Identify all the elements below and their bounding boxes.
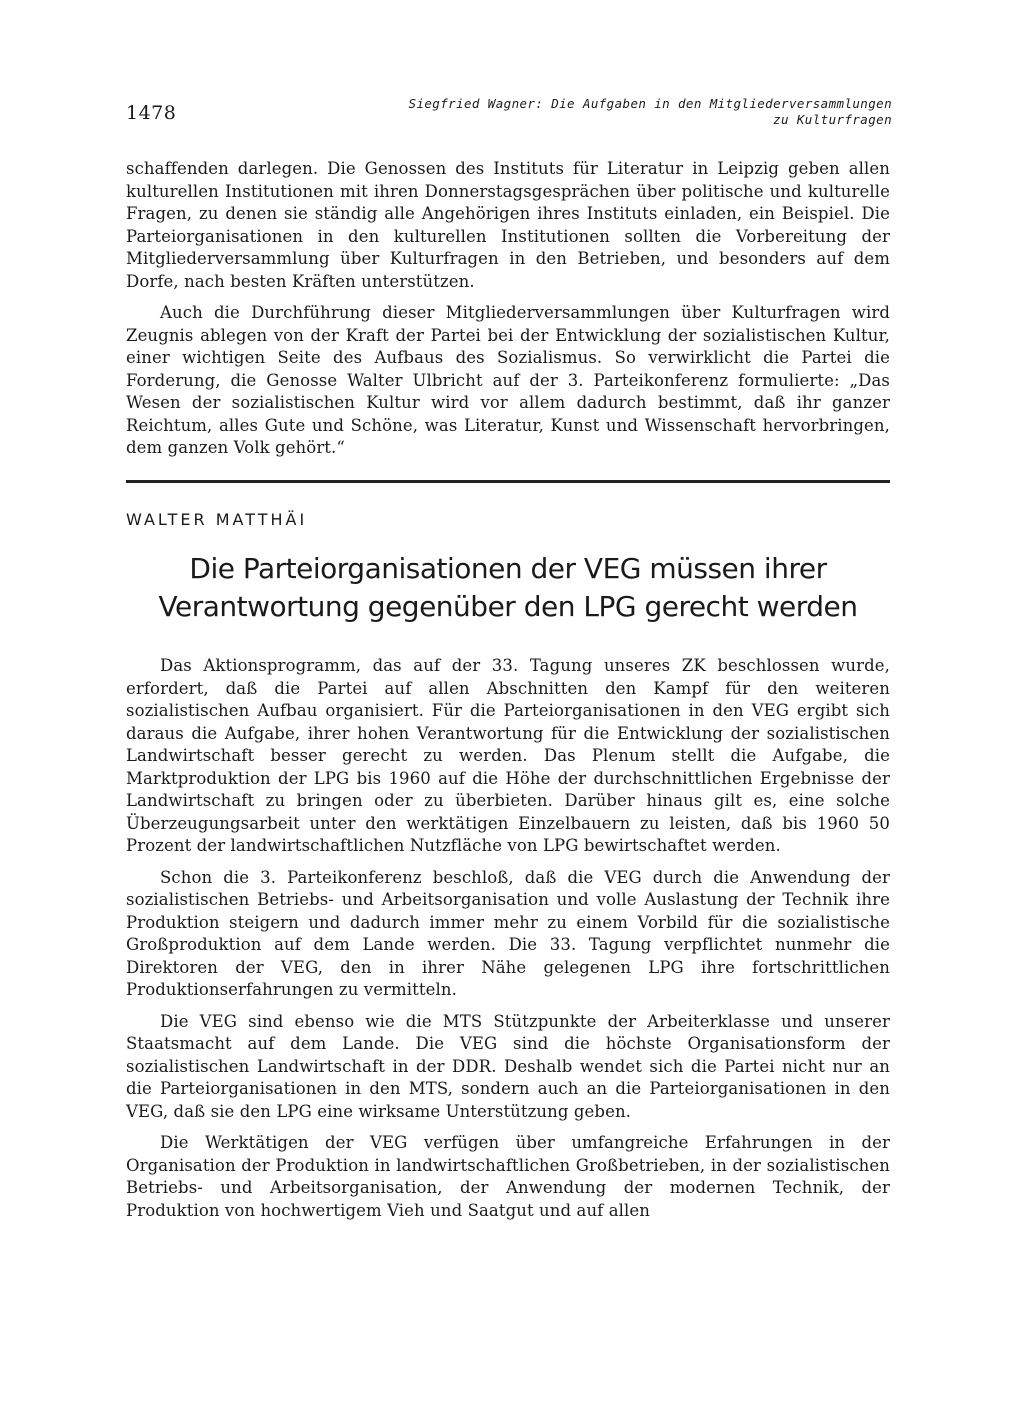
article-title-line-1: Die Parteiorganisationen der VEG müssen ihrer [189, 552, 827, 585]
page-number: 1478 [126, 102, 177, 124]
article-title-line-2: Verantwortung gegenüber den LPG gerecht werden [158, 590, 858, 623]
running-title-line-1: Siegfried Wagner: Die Aufgaben in den Mitgliederversammlungen [408, 96, 892, 111]
section-divider [126, 480, 890, 483]
article-title [126, 550, 890, 626]
article-author: WALTER MATTHÄI [126, 510, 308, 529]
article-body [126, 655, 890, 1222]
paragraph: Auch die Durchführung dieser Mitgliederversammlungen über Kulturfragen wird Zeugnis ablegen von der Kraft der Partei bei der Entwicklung der sozialistischen Kultur, einer wichtigen Seite des Aufbaus des Sozialismus. So verwirklicht die Partei die Forderung, die Genosse Walter Ulbricht auf der 3. Parteikonferenz formulierte: „Das Wesen der sozialistischen Kultur wird vor allem dadurch bestimmt, daß ihr ganzer Reichtum, alles Gute und Schöne, was Literatur, Kunst und Wissenschaft hervorbringen, dem ganzen Volk gehört.“ [126, 303, 890, 457]
paragraph: Das Aktionsprogramm, das auf der 33. Tagung unseres ZK beschlossen wurde, erfordert, daß die Partei auf allen Abschnitten den Kampf für den weiteren sozialistischen Aufbau organisiert. Für die Parteiorganisationen in den VEG ergibt sich daraus die Aufgabe, ihrer hohen Verantwortung für die Entwicklung der sozialistischen Landwirtschaft besser gerecht zu werden. Das Plenum stellt die Aufgabe, die Marktproduktion der LPG bis 1960 auf die Höhe der durchschnittlichen Ergebnisse der Landwirtschaft zu bringen oder zu überbieten. Darüber hinaus gilt es, eine solche Überzeugungsarbeit unter den werktätigen Einzelbauern zu leisten, daß bis 1960 50 Prozent der landwirtschaftlichen Nutzfläche von LPG bewirtschaftet werden. [126, 656, 890, 855]
paragraph: Die Werktätigen der VEG verfügen über umfangreiche Erfahrungen in der Organisation der Produktion in landwirtschaftlichen Großbetrieben, in der sozialistischen Betriebs- und Arbeitsorganisation, der Anwendung der modernen Technik, der Produktion von hochwertigem Vieh und Saatgut und auf allen [126, 1133, 890, 1220]
running-title [409, 96, 892, 128]
paragraph: schaffenden darlegen. Die Genossen des Instituts für Literatur in Leipzig geben allen kulturellen Institutionen mit ihren Donnerstagsgesprächen über politische und kulturelle Fragen, zu denen sie ständig alle Angehörigen ihres Instituts einladen, ein Beispiel. Die Parteiorganisationen in den kulturellen Institutionen sollten die Vorbereitung der Mitgliederversammlung über Kulturfragen in den Betrieben, und besonders auf dem Dorfe, nach besten Kräften unterstützen. [126, 159, 890, 291]
page-header [126, 96, 892, 130]
paragraph: Schon die 3. Parteikonferenz beschloß, daß die VEG durch die Anwendung der sozialistischen Betriebs- und Arbeitsorganisation und volle Auslastung der Technik ihre Produktion steigern und dadurch immer mehr zu einem Vorbild für die sozialistische Großproduktion auf dem Lande werden. Die 33. Tagung verpflichtet nunmehr die Direktoren der VEG, den in ihrer Nähe gelegenen LPG ihre fortschrittlichen Produktionserfahrungen zu vermitteln. [126, 867, 890, 999]
running-title-line-2: zu Kulturfragen [773, 112, 892, 127]
previous-article-text [126, 158, 890, 460]
paragraph: Die VEG sind ebenso wie die MTS Stützpunkte der Arbeiterklasse und unserer Staatsmacht auf dem Lande. Die VEG sind die höchste Organisationsform der sozialistischen Landwirtschaft in der DDR. Deshalb wendet sich die Partei nicht nur an die Parteiorganisationen in den MTS, sondern auch an die Parteiorganisationen in den VEG, daß sie den LPG eine wirksame Unterstützung geben. [126, 1011, 890, 1121]
